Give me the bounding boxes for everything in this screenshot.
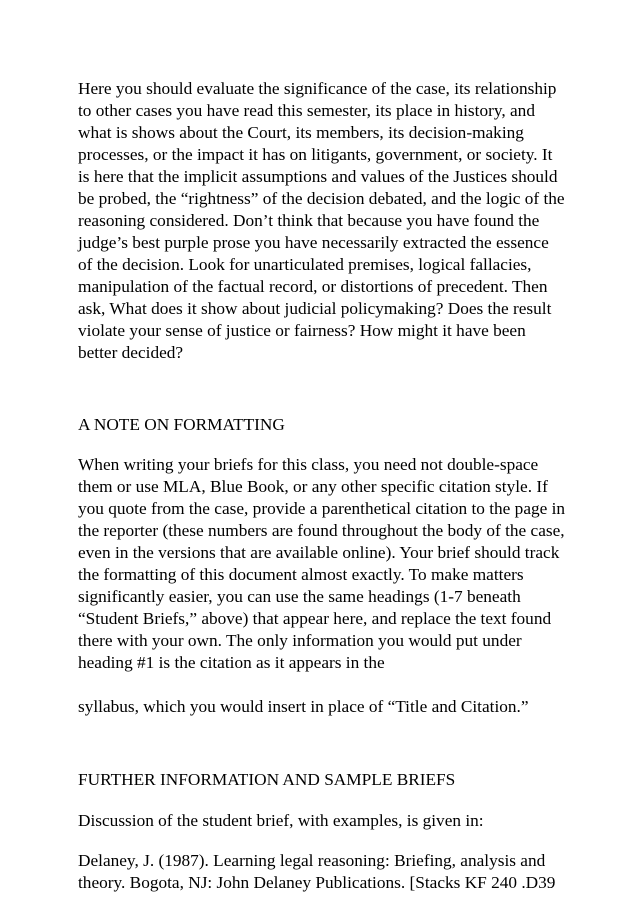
heading-further-information: FURTHER INFORMATION AND SAMPLE BRIEFS [78,770,456,789]
paragraph-formatting-line-2: them or use MLA, Blue Book, or any other specific citation style. If [78,477,548,496]
paragraph-formatting-line-4: the reporter (these numbers are found throughout the body of the case, [78,521,565,540]
paragraph-evaluation-line-6: be probed, the “rightness” of the decision debated, and the logic of the [78,189,565,208]
paragraph-evaluation-line-5: is here that the implicit assumptions and values of the Justices should [78,167,558,186]
heading-note-on-formatting: A NOTE ON FORMATTING [78,415,285,434]
paragraph-evaluation-line-7: reasoning considered. Don’t think that because you have found the [78,211,540,230]
paragraph-evaluation-line-1: Here you should evaluate the significance of the case, its relationship [78,79,557,98]
paragraph-evaluation-line-3: what is shows about the Court, its members, its decision-making [78,123,524,142]
paragraph-formatting-line-9: there with your own. The only information you would put under [78,631,522,650]
paragraph-evaluation-line-10: manipulation of the factual record, or distortions of precedent. Then [78,277,548,296]
paragraph-formatting-line-10: heading #1 is the citation as it appears in the [78,653,385,672]
paragraph-formatting-line-8: “Student Briefs,” above) that appear here, and replace the text found [78,609,552,628]
paragraph-formatting-line-7: significantly easier, you can use the same headings (1-7 beneath [78,587,521,606]
paragraph-formatting-line-1: When writing your briefs for this class, you need not double-space [78,455,539,474]
paragraph-evaluation-line-11: ask, What does it show about judicial policymaking? Does the result [78,299,552,318]
reference-delaney-line-1: Delaney, J. (1987). Learning legal reasoning: Briefing, analysis and [78,851,546,870]
paragraph-evaluation-line-13: better decided? [78,343,184,362]
paragraph-evaluation-line-4: processes, or the impact it has on litigants, government, or society. It [78,145,553,164]
paragraph-formatting-line-5: even in the versions that are available online). Your brief should track [78,543,560,562]
paragraph-evaluation-line-8: judge’s best purple prose you have necessarily extracted the essence [78,233,549,252]
paragraph-syllabus: syllabus, which you would insert in place of “Title and Citation.” [78,697,529,716]
paragraph-evaluation-line-12: violate your sense of justice or fairness? How might it have been [78,321,526,340]
paragraph-formatting-line-3: you quote from the case, provide a parenthetical citation to the page in [78,499,566,518]
paragraph-evaluation-line-2: to other cases you have read this semester, its place in history, and [78,101,535,120]
paragraph-discussion: Discussion of the student brief, with examples, is given in: [78,811,484,830]
paragraph-formatting-line-6: the formatting of this document almost exactly. To make matters [78,565,524,584]
paragraph-evaluation-line-9: of the decision. Look for unarticulated premises, logical fallacies, [78,255,532,274]
reference-delaney-line-2: theory. Bogota, NJ: John Delaney Publications. [Stacks KF 240 .D39 [78,873,556,892]
